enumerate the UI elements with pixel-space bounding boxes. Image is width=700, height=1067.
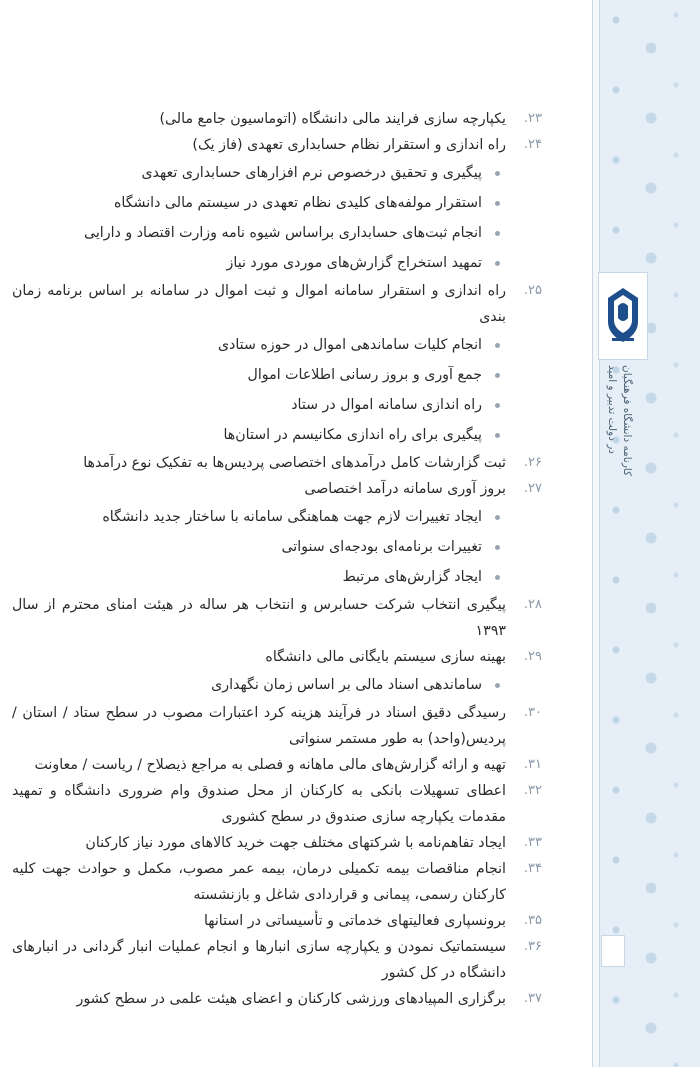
item-number: ۲۸ . <box>508 592 542 618</box>
university-logo-icon <box>604 286 642 346</box>
decorative-side-strip <box>596 0 700 1067</box>
sub-list <box>12 330 542 450</box>
item-text: بهینه سازی سیستم بایگانی مالی دانشگاه <box>265 649 506 665</box>
sub-item-text: استقرار مولفه‌های کلیدی نظام تعهدی در سیستم مالی دانشگاه <box>113 195 482 211</box>
list-item <box>12 700 542 752</box>
list-item <box>12 752 542 778</box>
item-text: رسیدگی دقیق اسناد در فرآیند هزینه کرد اعتبارات مصوب در سطح ستاد / استان / پردیس(واحد) به طور مستمر سنواتی <box>12 705 506 747</box>
bullet-icon <box>495 231 500 236</box>
list-item <box>12 476 542 502</box>
bullet-icon <box>495 515 500 520</box>
item-number: ۲۷ . <box>508 476 542 502</box>
bullet-icon <box>495 575 500 580</box>
item-number: ۳۰ . <box>508 700 542 726</box>
strip-border <box>592 0 600 1067</box>
page-number-tab <box>601 935 625 967</box>
item-text: انجام مناقصات بیمه تکمیلی درمان، بیمه عمر مصوب، مکمل و حوادث جهت کلیه کارکنان رسمی، پیمانی و قراردادی شاغل و بازنشسته <box>12 861 506 903</box>
sub-list <box>12 158 542 278</box>
item-text: ایجاد تفاهم‌نامه با شرکتهای مختلف جهت خرید کالاهای مورد نیاز کارکنان <box>85 835 506 851</box>
sub-list-item <box>12 158 542 188</box>
item-number: ۳۶ . <box>508 934 542 960</box>
bullet-icon <box>495 373 500 378</box>
bullet-icon <box>495 683 500 688</box>
sub-item-text: تمهید استخراج گزارش‌های موردی مورد نیاز <box>226 255 482 271</box>
sub-list-item <box>12 188 542 218</box>
item-number: ۳۵ . <box>508 908 542 934</box>
sub-item-text: جمع آوری و بروز رسانی اطلاعات اموال <box>247 367 482 383</box>
item-number: ۲۴ . <box>508 132 542 158</box>
item-text: پیگیری انتخاب شرکت حسابرس و انتخاب هر ساله در هیئت امنای محترم از سال ۱۳۹۳ <box>12 597 506 639</box>
list-item <box>12 132 542 158</box>
item-number: ۲۹ . <box>508 644 542 670</box>
sub-item-text: تغییرات برنامه‌ای بودجه‌ای سنواتی <box>281 539 482 555</box>
logo-frame <box>598 272 648 360</box>
sub-item-text: انجام ثبت‌های حسابداری براساس شیوه نامه وزارت اقتصاد و دارایی <box>84 225 482 241</box>
item-number: ۲۵ . <box>508 278 542 304</box>
list-item <box>12 778 542 830</box>
item-text: برونسپاری فعالیتهای خدماتی و تأسیساتی در استانها <box>203 913 506 929</box>
sub-item-text: پیگیری برای راه اندازی مکانیسم در استان‌ها <box>223 427 482 443</box>
sub-list-item <box>12 218 542 248</box>
item-number: ۳۳ . <box>508 830 542 856</box>
list-item <box>12 592 542 644</box>
sub-list-item <box>12 390 542 420</box>
bullet-icon <box>495 545 500 550</box>
item-number: ۳۴ . <box>508 856 542 882</box>
list-item <box>12 986 542 1012</box>
sub-item-text: پیگیری و تحقیق درخصوص نرم افزارهای حسابداری تعهدی <box>141 165 482 181</box>
list-item <box>12 830 542 856</box>
sub-list-item <box>12 562 542 592</box>
sub-list <box>12 670 542 700</box>
item-number: ۲۳ . <box>508 106 542 132</box>
sub-list-item <box>12 532 542 562</box>
item-number: ۳۲ . <box>508 778 542 804</box>
document-body <box>12 106 542 1012</box>
list-item <box>12 644 542 670</box>
sub-list-item <box>12 502 542 532</box>
sub-list-item <box>12 330 542 360</box>
sub-list-item <box>12 248 542 278</box>
sub-item-text: راه اندازی سامانه اموال در ستاد <box>291 397 482 413</box>
item-number: ۲۶ . <box>508 450 542 476</box>
sub-list <box>12 502 542 592</box>
list-item <box>12 450 542 476</box>
sub-list-item <box>12 670 542 700</box>
sub-list-item <box>12 420 542 450</box>
item-text: یکپارچه سازی فرایند مالی دانشگاه (اتوماسیون جامع مالی) <box>159 111 506 127</box>
bullet-icon <box>495 201 500 206</box>
list-item <box>12 934 542 986</box>
sub-list-item <box>12 360 542 390</box>
item-text: سیستماتیک نمودن و یکپارچه سازی انبارها و انجام عملیات انبار گردانی در انبارهای دانشگاه در کل کشور <box>12 939 506 981</box>
sub-item-text: انجام کلیات ساماندهی اموال در حوزه ستادی <box>217 337 482 353</box>
sub-item-text: ایجاد گزارش‌های مرتبط <box>342 569 482 585</box>
item-number: ۳۷ . <box>508 986 542 1012</box>
list-item <box>12 278 542 330</box>
item-text: اعطای تسهیلات بانکی به کارکنان از محل صندوق وام ضروری دانشگاه و تمهید مقدمات یکپارچه سازی صندوق در سطح کشوری <box>12 783 506 825</box>
bullet-icon <box>495 403 500 408</box>
item-text: راه اندازی و استقرار نظام حسابداری تعهدی (فاز یک) <box>192 137 506 153</box>
caption-line-2: در دولت تدبیر و امید <box>606 365 618 454</box>
item-text: راه اندازی و استقرار سامانه اموال و ثبت اموال در سامانه بر اساس برنامه زمان بندی <box>12 283 506 325</box>
item-text: بروز آوری سامانه درآمد اختصاصی <box>304 481 506 497</box>
list-item <box>12 856 542 908</box>
book-caption <box>604 365 634 525</box>
item-text: تهیه و ارائه گزارش‌های مالی ماهانه و فصلی به مراجع ذیصلاح / ریاست / معاونت <box>34 757 506 773</box>
bullet-icon <box>495 343 500 348</box>
item-text: برگزاری المپیادهای ورزشی کارکنان و اعضای هیئت علمی در سطح کشور <box>76 991 506 1007</box>
list-item <box>12 908 542 934</box>
caption-line-1: کارنامه دانشگاه فرهنگیان <box>621 365 633 477</box>
bullet-icon <box>495 261 500 266</box>
list-item <box>12 106 542 132</box>
sub-item-text: ساماندهی اسناد مالی بر اساس زمان نگهداری <box>211 677 482 693</box>
sub-item-text: ایجاد تغییرات لازم جهت هماهنگی سامانه با ساختار جدید دانشگاه <box>102 509 482 525</box>
bullet-icon <box>495 171 500 176</box>
item-text: ثبت گزارشات کامل درآمدهای اختصاصی پردیس‌ها به تفکیک نوع درآمدها <box>83 455 506 471</box>
bullet-icon <box>495 433 500 438</box>
item-number: ۳۱ . <box>508 752 542 778</box>
